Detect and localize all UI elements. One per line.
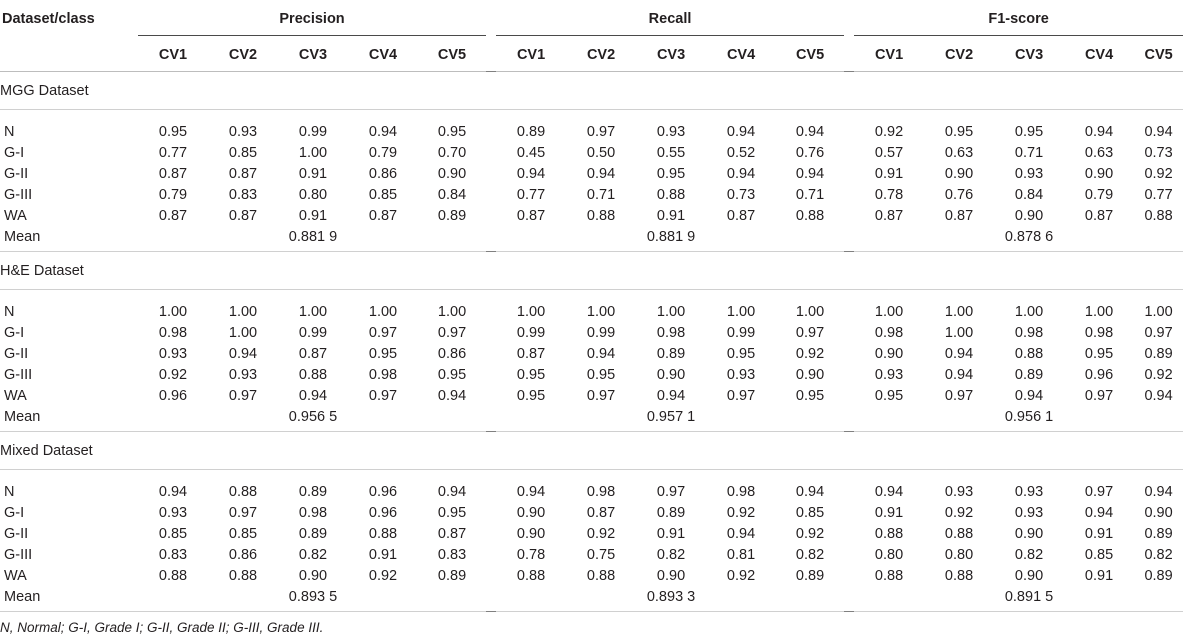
metric-cell: 0.92	[795, 525, 825, 542]
metric-cell: 0.94	[726, 165, 756, 182]
metric-cell: 0.79	[368, 144, 398, 161]
cv-header: CV4	[348, 38, 418, 72]
cv-header: CV4	[706, 38, 776, 72]
metric-cell: 0.79	[1084, 186, 1114, 203]
row-label: WA	[4, 207, 27, 224]
metric-cell: 0.92	[368, 567, 398, 584]
metric-cell: 0.92	[726, 504, 756, 521]
metric-cell: 0.95	[586, 366, 616, 383]
cv-header: CV3	[278, 38, 348, 72]
metric-cell: 0.57	[874, 144, 904, 161]
metric-cell: 0.94	[298, 387, 328, 404]
metric-cell: 0.87	[298, 345, 328, 362]
metric-cell: 1.00	[944, 324, 974, 341]
metric-cell: 0.94	[516, 483, 546, 500]
metric-cell: 0.90	[944, 165, 974, 182]
metric-cell: 0.98	[726, 483, 756, 500]
metric-cell: 0.83	[437, 546, 467, 563]
metric-cell: 0.98	[874, 324, 904, 341]
cv-header: CV1	[138, 38, 208, 72]
metric-cell: 0.95	[437, 504, 467, 521]
cv-header: CV1	[496, 38, 566, 72]
metric-cell: 0.94	[586, 165, 616, 182]
metric-cell: 0.82	[1144, 546, 1173, 563]
metric-cell: 0.91	[874, 504, 904, 521]
row-label: G-I	[4, 324, 25, 341]
metric-cell: 0.89	[1014, 366, 1044, 383]
metric-cell: 0.98	[158, 324, 188, 341]
metric-cell: 0.88	[1014, 345, 1044, 362]
metric-cell: 0.97	[437, 324, 467, 341]
metric-cell: 1.00	[298, 303, 328, 320]
metric-cell: 0.95	[1014, 123, 1044, 140]
table-row	[0, 110, 1183, 143]
metric-cell: 0.97	[228, 504, 258, 521]
metric-cell: 0.77	[158, 144, 188, 161]
metric-cell: 0.92	[586, 525, 616, 542]
table-row	[0, 163, 1183, 184]
metric-cell: 0.94	[437, 387, 467, 404]
metric-cell: 0.89	[298, 483, 328, 500]
metric-cell: 0.86	[368, 165, 398, 182]
metric-cell: 0.88	[795, 207, 825, 224]
mean-row	[0, 406, 1183, 432]
metric-cell: 0.94	[726, 525, 756, 542]
metric-cell: 0.93	[874, 366, 904, 383]
mean-label: Mean	[0, 226, 138, 252]
metric-cell: 0.71	[1014, 144, 1044, 161]
row-label: G-II	[4, 525, 29, 542]
metric-cell: 0.98	[1084, 324, 1114, 341]
cv-header: CV5	[776, 38, 844, 72]
metric-cell: 0.97	[586, 123, 616, 140]
metric-cell: 0.52	[726, 144, 756, 161]
metric-cell: 0.93	[1014, 504, 1044, 521]
metric-cell: 0.71	[795, 186, 825, 203]
section-row	[0, 432, 1183, 470]
metric-cell: 1.00	[516, 303, 546, 320]
table-row	[0, 184, 1183, 205]
metric-cell: 0.85	[795, 504, 825, 521]
metric-cell: 0.90	[298, 567, 328, 584]
metric-cell: 0.95	[437, 123, 467, 140]
metric-cell: 0.96	[368, 483, 398, 500]
row-label: WA	[4, 567, 27, 584]
metric-cell: 0.88	[874, 525, 904, 542]
metric-cell: 0.73	[726, 186, 756, 203]
metric-cell: 0.87	[1084, 207, 1114, 224]
section-title: Mixed Dataset	[0, 432, 1183, 470]
row-label: G-III	[4, 186, 33, 203]
metric-cell: 0.91	[1084, 525, 1114, 542]
row-label: N	[4, 303, 15, 320]
metric-cell: 0.90	[1014, 567, 1044, 584]
metric-cell: 0.91	[656, 207, 686, 224]
table-row	[0, 565, 1183, 586]
metric-cell: 0.86	[228, 546, 258, 563]
metric-cell: 0.95	[516, 366, 546, 383]
section-row	[0, 252, 1183, 290]
metric-cell: 0.93	[656, 123, 686, 140]
cv-header: CV2	[566, 38, 636, 72]
mean-precision-value: 0.893 5	[278, 586, 348, 612]
metric-cell: 0.97	[726, 387, 756, 404]
metric-cell: 0.79	[158, 186, 188, 203]
cv-header-row	[0, 38, 1183, 72]
metric-cell: 0.97	[1084, 483, 1114, 500]
metric-cell: 0.95	[1084, 345, 1114, 362]
metric-cell: 0.93	[1014, 165, 1044, 182]
metric-cell: 1.00	[437, 303, 467, 320]
metric-cell: 0.87	[228, 165, 258, 182]
row-label: G-I	[4, 504, 25, 521]
metric-cell: 0.91	[368, 546, 398, 563]
metric-cell: 0.73	[1144, 144, 1173, 161]
table-row	[0, 343, 1183, 364]
mean-precision-value: 0.956 5	[278, 406, 348, 432]
table-footnote: N, Normal; G-I, Grade I; G-II, Grade II; G-III, Grade III.	[0, 620, 324, 635]
metric-cell: 0.94	[656, 387, 686, 404]
row-label: G-III	[4, 366, 33, 383]
precision-header: Precision	[138, 0, 486, 38]
metric-cell: 0.91	[298, 207, 328, 224]
metric-cell: 0.98	[1014, 324, 1044, 341]
metric-cell: 0.78	[516, 546, 546, 563]
metric-cell: 0.87	[158, 165, 188, 182]
metric-cell: 0.91	[656, 525, 686, 542]
section-title: MGG Dataset	[0, 72, 1183, 110]
metric-cell: 0.97	[944, 387, 974, 404]
metric-cell: 0.93	[726, 366, 756, 383]
metric-cell: 0.83	[228, 186, 258, 203]
mean-precision-value: 0.881 9	[278, 226, 348, 252]
metric-cell: 0.80	[944, 546, 974, 563]
metric-cell: 0.88	[874, 567, 904, 584]
metric-cell: 0.94	[1144, 123, 1173, 140]
metric-cell: 0.94	[228, 345, 258, 362]
metric-cell: 0.94	[726, 123, 756, 140]
metric-cell: 1.00	[1084, 303, 1114, 320]
metric-cell: 0.50	[586, 144, 616, 161]
metric-cell: 0.97	[1084, 387, 1114, 404]
metric-cell: 0.88	[944, 525, 974, 542]
metric-cell: 0.95	[795, 387, 825, 404]
metric-cell: 0.89	[1144, 345, 1173, 362]
mean-f1-value: 0.878 6	[994, 226, 1064, 252]
metric-cell: 0.90	[516, 525, 546, 542]
mean-f1-value: 0.956 1	[994, 406, 1064, 432]
metric-cell: 0.93	[944, 483, 974, 500]
metric-cell: 0.81	[726, 546, 756, 563]
metric-cell: 0.97	[368, 324, 398, 341]
metric-cell: 0.82	[1014, 546, 1044, 563]
metric-cell: 0.77	[516, 186, 546, 203]
metric-cell: 0.92	[795, 345, 825, 362]
table-row	[0, 544, 1183, 565]
metric-cell: 0.70	[437, 144, 467, 161]
metric-cell: 0.96	[158, 387, 188, 404]
metric-cell: 0.95	[368, 345, 398, 362]
metric-cell: 0.82	[656, 546, 686, 563]
metric-cell: 0.88	[228, 483, 258, 500]
mean-recall-value: 0.957 1	[636, 406, 706, 432]
metric-cell: 0.96	[368, 504, 398, 521]
metric-cell: 0.89	[516, 123, 546, 140]
metric-cell: 0.97	[368, 387, 398, 404]
metric-cell: 0.98	[656, 324, 686, 341]
metric-cell: 0.80	[874, 546, 904, 563]
table-row	[0, 290, 1183, 323]
metric-cell: 0.89	[795, 567, 825, 584]
metric-cell: 0.85	[368, 186, 398, 203]
metric-cell: 0.93	[228, 366, 258, 383]
metric-cell: 0.94	[368, 123, 398, 140]
metric-cell: 0.88	[586, 207, 616, 224]
metric-cell: 0.94	[158, 483, 188, 500]
metric-cell: 0.92	[1144, 366, 1173, 383]
cv-header: CV4	[1064, 38, 1134, 72]
metric-cell: 0.93	[1014, 483, 1044, 500]
metric-cell: 0.95	[944, 123, 974, 140]
metric-cell: 0.92	[726, 567, 756, 584]
section-title: H&E Dataset	[0, 252, 1183, 290]
metric-cell: 0.45	[516, 144, 546, 161]
metric-cell: 0.94	[1084, 123, 1114, 140]
metric-cell: 0.63	[944, 144, 974, 161]
cv-header: CV3	[994, 38, 1064, 72]
metric-cell: 0.94	[795, 483, 825, 500]
cv-header: CV2	[924, 38, 994, 72]
row-label: G-I	[4, 144, 25, 161]
metric-cell: 1.00	[586, 303, 616, 320]
header-row	[0, 0, 1183, 38]
metric-cell: 0.90	[795, 366, 825, 383]
metric-cell: 0.89	[437, 567, 467, 584]
mean-f1-value: 0.891 5	[994, 586, 1064, 612]
row-label: N	[4, 483, 15, 500]
metric-cell: 0.88	[368, 525, 398, 542]
metric-cell: 0.94	[586, 345, 616, 362]
mean-label: Mean	[0, 586, 138, 612]
metric-cell: 0.88	[586, 567, 616, 584]
metric-cell: 0.90	[1014, 207, 1044, 224]
metric-cell: 0.88	[516, 567, 546, 584]
metric-cell: 0.98	[298, 504, 328, 521]
metric-cell: 0.94	[795, 165, 825, 182]
table-row	[0, 385, 1183, 406]
metric-cell: 0.94	[874, 483, 904, 500]
metric-cell: 0.71	[586, 186, 616, 203]
metric-cell: 0.98	[586, 483, 616, 500]
metric-cell: 0.94	[944, 345, 974, 362]
table-row	[0, 502, 1183, 523]
metric-cell: 0.92	[874, 123, 904, 140]
metric-cell: 0.90	[437, 165, 467, 182]
metric-cell: 0.75	[586, 546, 616, 563]
metric-cell: 0.95	[516, 387, 546, 404]
metric-cell: 0.91	[874, 165, 904, 182]
metric-cell: 0.90	[1144, 504, 1173, 521]
metric-cell: 0.87	[368, 207, 398, 224]
metric-cell: 0.97	[795, 324, 825, 341]
metric-cell: 0.94	[1084, 504, 1114, 521]
metric-cell: 0.55	[656, 144, 686, 161]
metric-cell: 0.93	[158, 504, 188, 521]
cv-header: CV5	[418, 38, 486, 72]
metric-cell: 0.88	[158, 567, 188, 584]
metric-cell: 0.99	[298, 123, 328, 140]
metric-cell: 0.85	[158, 525, 188, 542]
metric-cell: 1.00	[656, 303, 686, 320]
row-label: N	[4, 123, 15, 140]
metric-cell: 1.00	[726, 303, 756, 320]
metric-cell: 1.00	[944, 303, 974, 320]
mean-recall-value: 0.881 9	[636, 226, 706, 252]
metric-cell: 0.95	[437, 366, 467, 383]
metric-cell: 0.96	[1084, 366, 1114, 383]
metric-cell: 0.87	[437, 525, 467, 542]
metric-cell: 0.99	[298, 324, 328, 341]
mean-recall-value: 0.893 3	[636, 586, 706, 612]
metric-cell: 0.87	[944, 207, 974, 224]
metric-cell: 0.94	[795, 123, 825, 140]
metric-cell: 0.76	[944, 186, 974, 203]
metric-cell: 0.85	[228, 144, 258, 161]
metric-cell: 0.87	[516, 207, 546, 224]
metric-cell: 0.89	[656, 504, 686, 521]
metric-cell: 1.00	[368, 303, 398, 320]
metric-cell: 0.88	[228, 567, 258, 584]
metric-cell: 1.00	[795, 303, 825, 320]
metric-cell: 0.99	[586, 324, 616, 341]
metric-cell: 0.84	[437, 186, 467, 203]
row-label: G-II	[4, 345, 29, 362]
metric-cell: 0.88	[298, 366, 328, 383]
metric-cell: 0.86	[437, 345, 467, 362]
table-row	[0, 470, 1183, 503]
metric-cell: 0.87	[874, 207, 904, 224]
metric-cell: 0.82	[298, 546, 328, 563]
metric-cell: 0.95	[726, 345, 756, 362]
metric-cell: 0.90	[656, 366, 686, 383]
metric-cell: 0.84	[1014, 186, 1044, 203]
metric-cell: 0.90	[516, 504, 546, 521]
mean-label: Mean	[0, 406, 138, 432]
metric-cell: 0.95	[874, 387, 904, 404]
table-row	[0, 142, 1183, 163]
metric-cell: 0.90	[1084, 165, 1114, 182]
metric-cell: 0.92	[1144, 165, 1173, 182]
metric-cell: 0.76	[795, 144, 825, 161]
metric-cell: 0.90	[656, 567, 686, 584]
metric-cell: 0.89	[1144, 567, 1173, 584]
metric-cell: 0.85	[1084, 546, 1114, 563]
row-label: WA	[4, 387, 27, 404]
metric-cell: 0.91	[1084, 567, 1114, 584]
metric-cell: 0.89	[1144, 525, 1173, 542]
table-row	[0, 322, 1183, 343]
metric-cell: 1.00	[228, 324, 258, 341]
metric-cell: 0.80	[298, 186, 328, 203]
metric-cell: 0.93	[158, 345, 188, 362]
metric-cell: 0.91	[298, 165, 328, 182]
row-label: G-III	[4, 546, 33, 563]
cv-header: CV3	[636, 38, 706, 72]
cv-header: CV1	[854, 38, 924, 72]
dataset-class-header: Dataset/class	[2, 11, 95, 27]
metric-cell: 0.97	[656, 483, 686, 500]
metric-cell: 0.99	[726, 324, 756, 341]
metric-cell: 0.95	[656, 165, 686, 182]
metric-cell: 0.90	[874, 345, 904, 362]
metric-cell: 0.89	[656, 345, 686, 362]
table-row	[0, 205, 1183, 226]
metric-cell: 0.87	[726, 207, 756, 224]
table-row	[0, 523, 1183, 544]
metric-cell: 0.99	[516, 324, 546, 341]
metric-cell: 1.00	[1144, 303, 1173, 320]
row-label: G-II	[4, 165, 29, 182]
metric-cell: 1.00	[158, 303, 188, 320]
metric-cell: 0.89	[298, 525, 328, 542]
metric-cell: 0.93	[228, 123, 258, 140]
metric-cell: 0.97	[1144, 324, 1173, 341]
metric-cell: 0.85	[228, 525, 258, 542]
mean-row	[0, 586, 1183, 612]
metric-cell: 1.00	[298, 144, 328, 161]
metric-cell: 0.94	[1144, 387, 1173, 404]
cv-header: CV5	[1134, 38, 1183, 72]
metric-cell: 0.92	[158, 366, 188, 383]
metric-cell: 0.87	[516, 345, 546, 362]
metric-cell: 0.77	[1144, 186, 1173, 203]
metric-cell: 0.94	[437, 483, 467, 500]
metric-cell: 0.88	[1144, 207, 1173, 224]
metric-cell: 0.98	[368, 366, 398, 383]
metric-cell: 0.88	[656, 186, 686, 203]
metric-cell: 0.87	[586, 504, 616, 521]
metric-cell: 0.82	[795, 546, 825, 563]
metric-cell: 0.94	[1014, 387, 1044, 404]
metric-cell: 0.95	[158, 123, 188, 140]
metric-cell: 0.94	[944, 366, 974, 383]
metric-cell: 0.63	[1084, 144, 1114, 161]
metric-cell: 0.97	[228, 387, 258, 404]
mean-row	[0, 226, 1183, 252]
metric-cell: 0.87	[158, 207, 188, 224]
f1-score-header: F1-score	[854, 0, 1183, 38]
metric-cell: 1.00	[1014, 303, 1044, 320]
cv-header: CV2	[208, 38, 278, 72]
metric-cell: 0.78	[874, 186, 904, 203]
metric-cell: 0.90	[1014, 525, 1044, 542]
metric-cell: 0.89	[437, 207, 467, 224]
metric-cell: 0.87	[228, 207, 258, 224]
metric-cell: 0.88	[944, 567, 974, 584]
section-row	[0, 72, 1183, 110]
metric-cell: 0.83	[158, 546, 188, 563]
metric-cell: 1.00	[874, 303, 904, 320]
metric-cell: 0.92	[944, 504, 974, 521]
metric-cell: 0.94	[516, 165, 546, 182]
table-row	[0, 364, 1183, 385]
recall-header: Recall	[496, 0, 844, 38]
metric-cell: 1.00	[228, 303, 258, 320]
metric-cell: 0.94	[1144, 483, 1173, 500]
metric-cell: 0.97	[586, 387, 616, 404]
